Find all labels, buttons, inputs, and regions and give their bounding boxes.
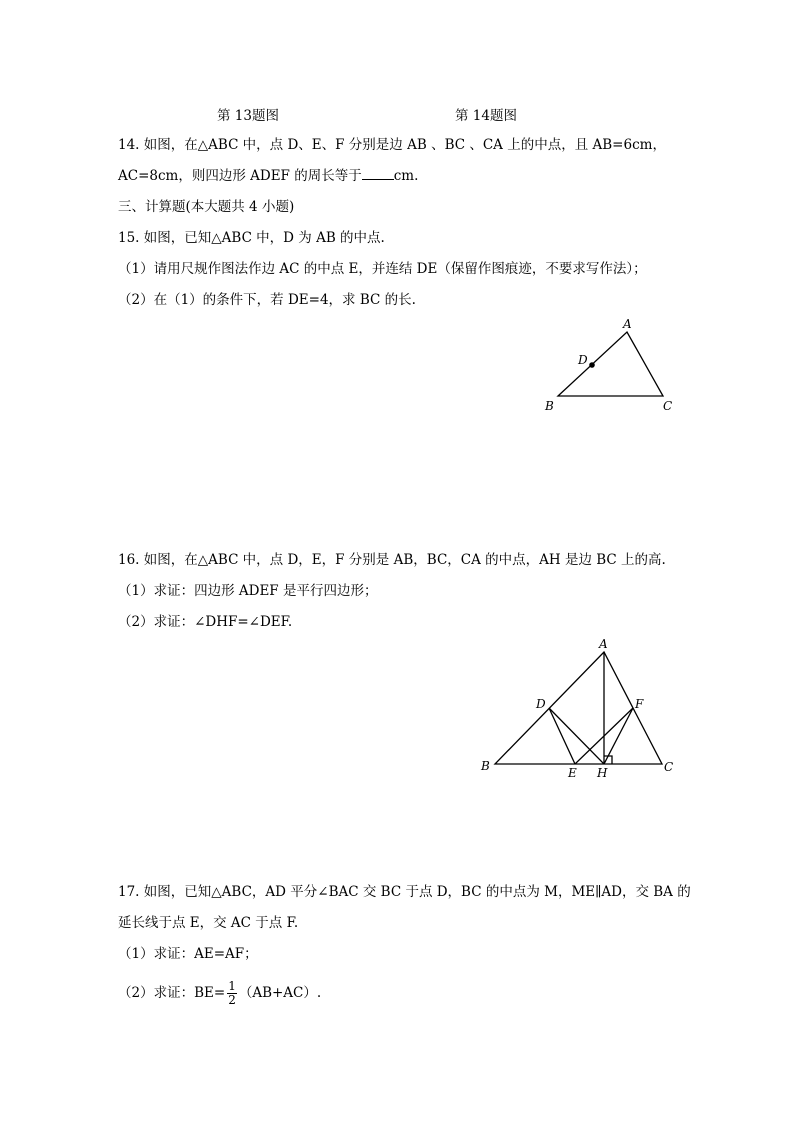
- caption-figure-13: 第 13题图: [217, 108, 279, 124]
- question-17-part-2-prefix: （2）求证：BE=: [118, 985, 226, 1001]
- figure-q15-triangle: [535, 315, 685, 420]
- question-15-part-2: （2）在（1）的条件下，若 DE=4，求 BC 的长.: [118, 292, 416, 308]
- fraction-numerator: 1: [228, 979, 236, 993]
- label-e: E: [568, 766, 577, 780]
- figure-q16-triangle: [475, 635, 685, 780]
- question-17-part-1: （1）求证：AE=AF；: [118, 946, 258, 962]
- label-b: B: [481, 759, 490, 773]
- point-d-dot: [589, 362, 595, 368]
- segment-dh: [549, 708, 604, 764]
- question-17-part-2: [118, 980, 321, 1007]
- question-14-line-2: [118, 166, 418, 185]
- question-16-part-1: （1）求证：四边形 ADEF 是平行四边形；: [118, 583, 378, 599]
- label-a: A: [599, 637, 608, 651]
- label-c: C: [663, 399, 673, 413]
- question-17-part-2-suffix: （AB+AC）.: [238, 985, 322, 1001]
- question-14-text: AC=8cm，则四边形 ADEF 的周长等于: [118, 168, 362, 184]
- label-h: H: [597, 766, 608, 780]
- label-f: F: [635, 697, 644, 711]
- label-b: B: [545, 399, 554, 413]
- label-a: A: [623, 317, 632, 331]
- caption-figure-14: 第 14题图: [455, 108, 517, 124]
- answer-blank: [362, 166, 394, 180]
- question-16-part-2: （2）求证：∠DHF=∠DEF.: [118, 614, 293, 630]
- section-heading-calculation: 三、计算题(本大题共 4 小题): [118, 199, 295, 215]
- question-17-line-1: 17. 如图，已知△ABC，AD 平分∠BAC 交 BC 于点 D，BC 的中点为 M，ME∥AD，交 BA 的: [118, 884, 691, 900]
- label-d: D: [578, 353, 588, 367]
- question-17-line-2: 延长线于点 E，交 AC 于点 F.: [118, 915, 299, 931]
- fraction-denominator: 2: [228, 993, 236, 1007]
- question-16-stem: 16. 如图，在△ABC 中，点 D，E，F 分别是 AB，BC，CA 的中点，AH 是边 BC 上的高.: [118, 552, 666, 568]
- question-14-unit: cm.: [393, 168, 419, 184]
- question-15-stem: 15. 如图，已知△ABC 中，D 为 AB 的中点.: [118, 230, 385, 246]
- fraction-one-half: [227, 980, 237, 1007]
- triangle-abc: [558, 332, 663, 396]
- question-14-line-1: 14. 如图，在△ABC 中，点 D、E、F 分别是边 AB 、BC 、CA 上的中点，且 AB=6cm，: [118, 137, 666, 153]
- question-15-part-1: （1）请用尺规作图法作边 AC 的中点 E，并连结 DE（保留作图痕迹，不要求写作法）；: [118, 261, 647, 277]
- label-d: D: [536, 697, 546, 711]
- segment-de: [549, 708, 575, 764]
- label-c: C: [664, 760, 674, 774]
